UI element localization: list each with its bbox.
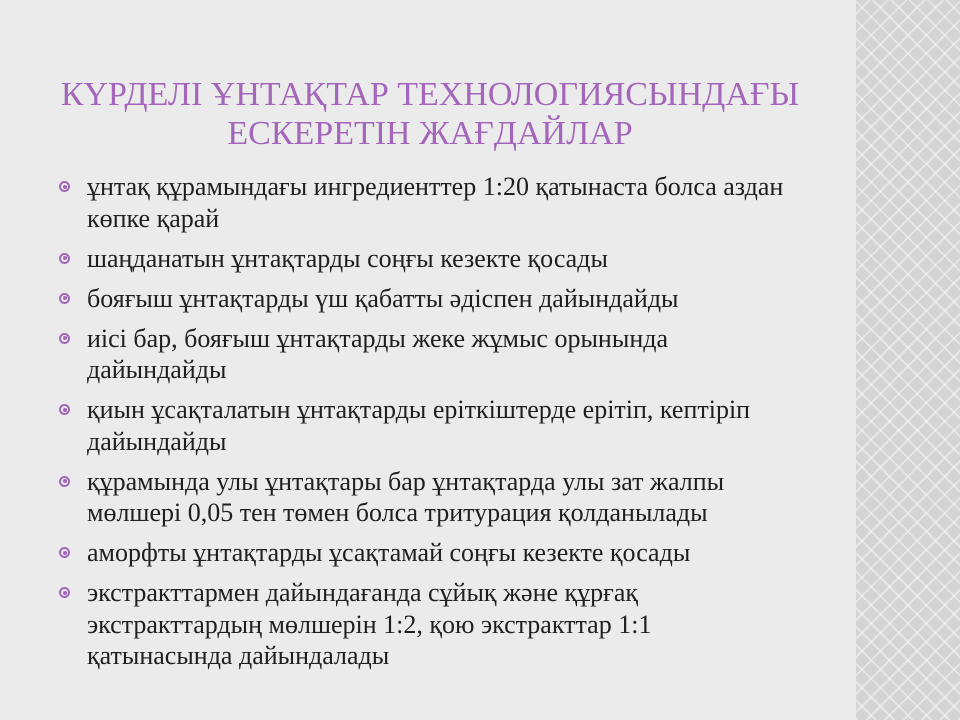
bullet-text-line: дайындайды: [87, 426, 227, 456]
bullet-item: [87, 466, 847, 529]
bullet-list: [87, 171, 847, 680]
bullet-text-line: қиын ұсақталатын ұнтақтарды еріткіштерде ерітіп, кептіріп: [87, 395, 751, 424]
bullet-icon: [59, 404, 70, 415]
bullet-text-line: құрамында улы ұнтақтары бар ұнтақтарда улы зат жалпы: [87, 466, 725, 496]
bullet-item: [87, 537, 847, 569]
bullet-icon: [59, 253, 70, 264]
bullet-text-line: экстракттардың мөлшерін 1:2, қою экстракттар 1:1: [87, 609, 652, 639]
decorative-pattern-strip: [856, 0, 960, 720]
bullet-item: [87, 283, 847, 315]
bullet-item: [87, 171, 847, 234]
slide-title-line: КҮРДЕЛІ ҰНТАҚТАР ТЕХНОЛОГИЯСЫНДАҒЫ: [60, 76, 800, 113]
bullet-text-line: бояғыш ұнтақтарды үш қабатты әдіспен дайындайды: [87, 283, 679, 313]
bullet-text-line: аморфты ұнтақтарды ұсақтамай соңғы кезекте қосады: [87, 538, 691, 567]
bullet-item: [87, 394, 847, 457]
bullet-text-line: дайындайды: [87, 355, 227, 384]
bullet-text-line: шаңданатын ұнтақтарды соңғы кезекте қосады: [87, 243, 608, 273]
bullet-icon: [59, 181, 70, 192]
bullet-text-line: экстракттармен дайындағанда сұйық және құрғақ: [87, 578, 638, 607]
bullet-icon: [59, 547, 70, 558]
bullet-text-line: ұнтақ құрамындағы ингредиенттер 1:20 қатынаста болса аздан: [87, 172, 784, 201]
bullet-text-line: иісі бар, бояғыш ұнтақтарды жеке жұмыс орынында: [87, 323, 669, 353]
bullet-text-line: мөлшері 0,05 тен төмен болса тритурация қолданылады: [87, 498, 708, 527]
bullet-text-line: қатынасында дайындалады: [87, 641, 390, 670]
bullet-text-line: көпке қарай: [87, 203, 220, 233]
bullet-item: [87, 323, 847, 386]
slide-title: [40, 76, 820, 153]
bullet-icon: [59, 587, 70, 598]
bullet-item: [87, 577, 847, 672]
bullet-icon: [59, 333, 70, 344]
bullet-item: [87, 243, 847, 275]
slide-title-line: ЕСКЕРЕТІН ЖАҒДАЙЛАР: [227, 114, 633, 152]
bullet-icon: [59, 476, 70, 487]
bullet-icon: [59, 293, 70, 304]
